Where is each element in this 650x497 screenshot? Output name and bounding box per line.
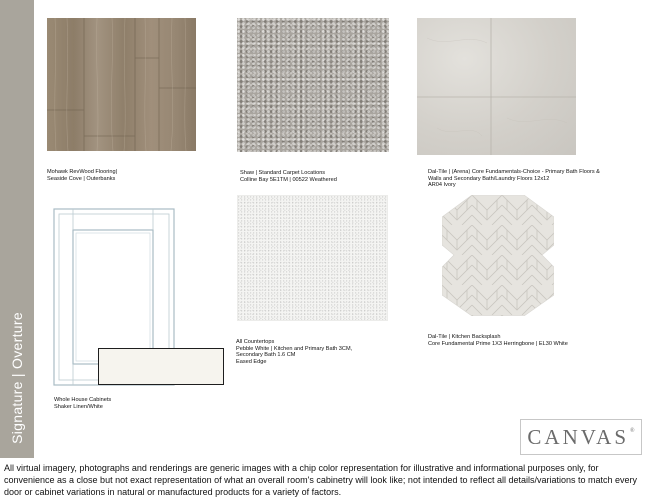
- wood-flooring-swatch: [47, 18, 196, 151]
- backsplash-caption: Dal-Tile | Kitchen Backsplash Core Fundamental Prime 1X3 Herringbone | EL30 White: [428, 334, 568, 347]
- countertop-caption: All Countertops Pebble White | Kitchen and Primary Bath 3CM, Secondary Bath 1.6 CM Eased Edge: [236, 339, 353, 365]
- countertop-swatch: [237, 195, 388, 321]
- disclaimer-text: All virtual imagery, photographs and renderings are generic images with a chip color representation for illustrative and informational purposes only, for convenience as a close but not exact representation of what an overall room's cabinetry will look like; not intended to reflect all details/variations to match every door or cabinet variations in natural or manufactured products for a variety of factors.: [4, 463, 638, 497]
- carpet-swatch: [237, 18, 389, 152]
- linen-chip-swatch: [98, 348, 224, 385]
- herringbone-backsplash-swatch: [442, 195, 554, 316]
- stone-tile-caption: Dal-Tile | (Arena) Core Fundamentals-Choice - Primary Bath Floors & Walls and Secondary Bath/Laundry Floors 12x12 AR04 Ivory: [428, 169, 600, 189]
- side-band: [0, 0, 34, 458]
- carpet-caption: Shaw | Standard Carpet Locations Colline Bay 5E1TM | 00522 Weathered: [240, 170, 337, 183]
- canvas-logo: [520, 419, 642, 455]
- cabinet-caption: Whole House Cabinets Shaker Linen/White: [54, 397, 112, 410]
- collection-label: Signature | Overture: [9, 312, 25, 444]
- logo-text: CANVAS: [527, 424, 630, 449]
- registered-mark: ®: [630, 428, 635, 434]
- wood-flooring-caption: Mohawk RevWood Flooring| Seaside Cove | Outerbanks: [47, 169, 118, 182]
- stone-tile-swatch: [417, 18, 576, 155]
